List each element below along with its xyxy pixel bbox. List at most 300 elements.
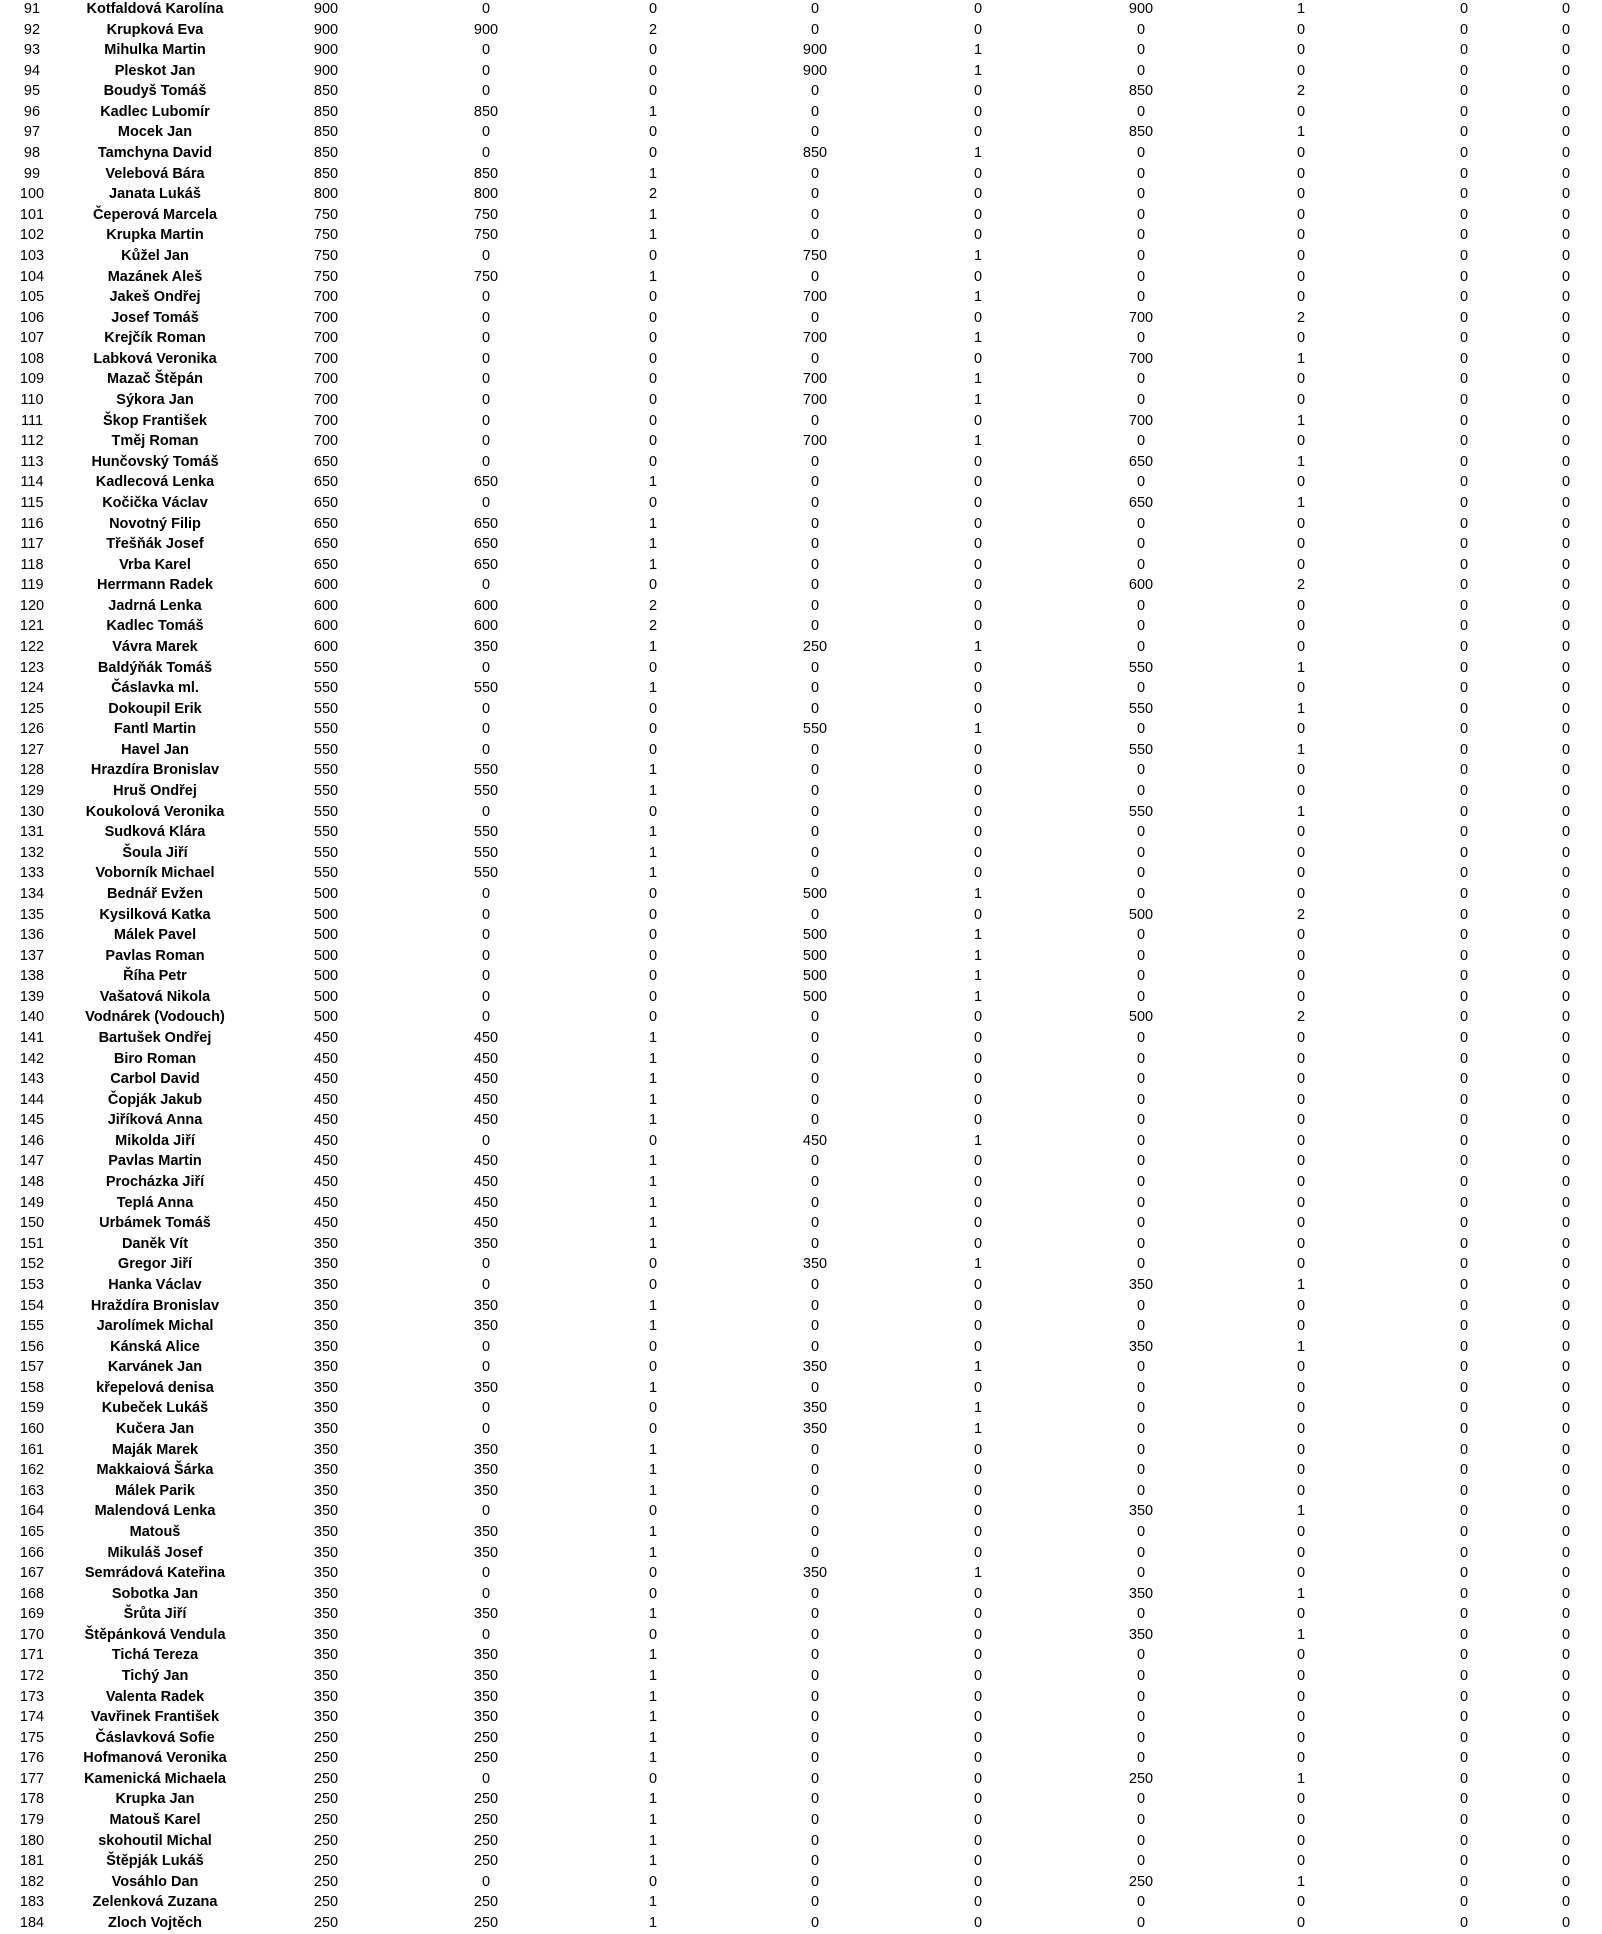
name-cell: Josef Tomáš	[111, 309, 199, 326]
points-col-1-cell: 0	[481, 350, 491, 367]
points-col-3-cell: 0	[1136, 1441, 1146, 1458]
table-row	[0, 1419, 1602, 1440]
table-row	[0, 61, 1602, 82]
table-row	[0, 1687, 1602, 1708]
count-col-2-cell: 0	[973, 1338, 983, 1355]
count-col-3-cell: 0	[1296, 947, 1306, 964]
total-points-cell: 750	[313, 206, 339, 223]
points-col-2-cell: 0	[810, 494, 820, 511]
count-col-2-cell: 0	[973, 577, 983, 594]
count-col-1-cell: 0	[648, 577, 658, 594]
rank-cell: 140	[19, 1009, 45, 1026]
rank-cell: 118	[20, 556, 44, 573]
points-col-2-cell: 0	[810, 1, 820, 17]
points-col-1-cell: 0	[481, 1276, 491, 1293]
points-col-2-cell: 0	[810, 1009, 820, 1026]
points-col-2-cell: 0	[810, 1379, 820, 1396]
points-col-2-cell: 0	[810, 741, 820, 758]
name-cell: Vodnárek (Vodouch)	[85, 1009, 225, 1026]
extra-col-1-cell: 0	[1459, 1, 1469, 17]
count-col-3-cell: 0	[1296, 247, 1306, 264]
rank-cell: 105	[19, 289, 45, 306]
extra-col-2-cell: 0	[1562, 83, 1571, 100]
extra-col-1-cell: 0	[1459, 453, 1469, 470]
points-col-2-cell: 0	[810, 659, 820, 676]
count-col-1-cell: 1	[648, 1462, 658, 1479]
name-cell: Daněk Vít	[121, 1235, 189, 1252]
total-points-cell: 600	[313, 638, 339, 655]
name-cell: Krupka Jan	[115, 1791, 195, 1808]
rank-cell: 101	[19, 206, 45, 223]
count-col-2-cell: 1	[973, 721, 983, 738]
points-col-2-cell: 0	[810, 1112, 820, 1129]
extra-col-1-cell: 0	[1459, 1400, 1469, 1417]
points-col-2-cell: 750	[802, 247, 828, 264]
rank-cell: 128	[19, 762, 45, 779]
rank-cell: 115	[20, 494, 44, 511]
table-row	[0, 0, 1602, 20]
count-col-3-cell: 0	[1296, 927, 1306, 944]
name-cell: Štěpják Lukáš	[106, 1853, 204, 1870]
points-col-1-cell: 450	[473, 1050, 499, 1067]
points-col-3-cell: 0	[1136, 145, 1146, 162]
points-col-3-cell: 250	[1128, 1770, 1154, 1787]
points-col-1-cell: 650	[473, 536, 499, 553]
points-col-2-cell: 500	[802, 927, 828, 944]
extra-col-1-cell: 0	[1459, 474, 1469, 491]
table-row	[0, 1028, 1602, 1049]
table-row	[0, 1357, 1602, 1378]
table-row	[0, 1892, 1602, 1913]
table-row	[0, 1440, 1602, 1461]
points-col-3-cell: 0	[1136, 1709, 1146, 1726]
points-col-1-cell: 0	[481, 1421, 491, 1438]
points-col-2-cell: 0	[810, 1235, 820, 1252]
count-col-2-cell: 0	[973, 865, 983, 882]
count-col-2-cell: 0	[973, 186, 983, 203]
extra-col-2-cell: 0	[1562, 186, 1571, 203]
extra-col-1-cell: 0	[1459, 1009, 1469, 1026]
points-col-1-cell: 600	[473, 597, 499, 614]
count-col-3-cell: 0	[1296, 1667, 1306, 1684]
extra-col-1-cell: 0	[1459, 268, 1469, 285]
count-col-1-cell: 1	[648, 1914, 658, 1931]
name-cell: Pavlas Roman	[105, 947, 205, 964]
table-row	[0, 1172, 1602, 1193]
extra-col-2-cell: 0	[1562, 1523, 1571, 1540]
points-col-3-cell: 0	[1136, 1812, 1146, 1829]
table-row	[0, 1131, 1602, 1152]
points-col-2-cell: 350	[802, 1421, 828, 1438]
total-points-cell: 900	[313, 21, 339, 38]
extra-col-2-cell: 0	[1562, 1297, 1571, 1314]
points-col-1-cell: 450	[473, 1030, 499, 1046]
table-row	[0, 1625, 1602, 1646]
points-col-3-cell: 0	[1136, 1523, 1146, 1540]
extra-col-2-cell: 0	[1562, 1441, 1571, 1458]
extra-col-2-cell: 0	[1562, 1462, 1571, 1479]
name-cell: Procházka Jiří	[105, 1174, 205, 1191]
rank-cell: 122	[19, 638, 45, 655]
name-cell: Mihulka Martin	[104, 42, 206, 59]
points-col-2-cell: 0	[810, 1812, 820, 1829]
table-row	[0, 1296, 1602, 1317]
count-col-1-cell: 1	[648, 1544, 658, 1561]
table-row	[0, 102, 1602, 123]
extra-col-1-cell: 0	[1459, 1585, 1469, 1602]
name-cell: Tichý Jan	[121, 1667, 189, 1684]
extra-col-2-cell: 0	[1562, 1667, 1571, 1684]
points-col-3-cell: 0	[1136, 206, 1146, 223]
points-col-3-cell: 0	[1136, 1050, 1146, 1067]
total-points-cell: 450	[313, 1174, 339, 1191]
total-points-cell: 700	[313, 289, 339, 306]
points-col-3-cell: 0	[1136, 1297, 1146, 1314]
extra-col-2-cell: 0	[1562, 618, 1571, 635]
total-points-cell: 250	[313, 1791, 339, 1808]
rank-cell: 99	[23, 165, 41, 182]
points-col-2-cell: 0	[810, 1709, 820, 1726]
table-row	[0, 1666, 1602, 1687]
points-col-2-cell: 0	[810, 824, 820, 841]
count-col-2-cell: 0	[973, 824, 983, 841]
rank-cell: 154	[19, 1297, 45, 1314]
points-col-2-cell: 850	[802, 145, 828, 162]
extra-col-1-cell: 0	[1459, 1132, 1469, 1149]
points-col-3-cell: 0	[1136, 1894, 1146, 1911]
rank-cell: 142	[19, 1050, 45, 1067]
name-cell: Šrůta Jiří	[123, 1606, 187, 1623]
total-points-cell: 350	[313, 1359, 339, 1376]
count-col-1-cell: 1	[648, 844, 658, 861]
total-points-cell: 550	[313, 741, 339, 758]
name-cell: Čáslavka ml.	[111, 680, 199, 697]
table-row	[0, 1522, 1602, 1543]
count-col-3-cell: 0	[1296, 1606, 1306, 1623]
points-col-2-cell: 350	[802, 1565, 828, 1582]
points-col-1-cell: 0	[481, 247, 491, 264]
points-col-3-cell: 700	[1128, 350, 1154, 367]
extra-col-1-cell: 0	[1459, 350, 1469, 367]
count-col-2-cell: 0	[973, 536, 983, 553]
extra-col-1-cell: 0	[1459, 1812, 1469, 1829]
rank-cell: 166	[19, 1544, 45, 1561]
count-col-3-cell: 0	[1296, 1194, 1306, 1211]
points-col-1-cell: 0	[481, 309, 491, 326]
total-points-cell: 850	[313, 165, 339, 182]
count-col-2-cell: 0	[973, 515, 983, 532]
points-col-2-cell: 0	[810, 227, 820, 244]
count-col-1-cell: 1	[648, 515, 658, 532]
points-col-2-cell: 0	[810, 1853, 820, 1870]
count-col-2-cell: 0	[973, 906, 983, 923]
points-col-2-cell: 0	[810, 309, 820, 326]
total-points-cell: 550	[313, 680, 339, 697]
extra-col-2-cell: 0	[1562, 1503, 1571, 1520]
extra-col-2-cell: 0	[1562, 165, 1571, 182]
points-col-3-cell: 0	[1136, 1235, 1146, 1252]
extra-col-2-cell: 0	[1562, 783, 1571, 800]
name-cell: Jiříková Anna	[107, 1112, 203, 1129]
points-col-3-cell: 0	[1136, 1791, 1146, 1808]
extra-col-1-cell: 0	[1459, 824, 1469, 841]
total-points-cell: 350	[313, 1235, 339, 1252]
points-col-3-cell: 0	[1136, 1647, 1146, 1664]
points-col-1-cell: 450	[473, 1215, 499, 1232]
count-col-1-cell: 0	[648, 62, 658, 79]
name-cell: Zloch Vojtěch	[108, 1914, 202, 1931]
rank-cell: 134	[19, 885, 45, 902]
count-col-2-cell: 1	[973, 247, 983, 264]
extra-col-1-cell: 0	[1459, 1688, 1469, 1705]
count-col-2-cell: 0	[973, 618, 983, 635]
count-col-2-cell: 0	[973, 680, 983, 697]
total-points-cell: 750	[313, 268, 339, 285]
extra-col-1-cell: 0	[1459, 906, 1469, 923]
extra-col-2-cell: 0	[1562, 247, 1571, 264]
extra-col-1-cell: 0	[1459, 741, 1469, 758]
points-col-1-cell: 0	[481, 803, 491, 820]
table-row	[0, 863, 1602, 884]
points-col-2-cell: 0	[810, 556, 820, 573]
count-col-2-cell: 0	[973, 206, 983, 223]
count-col-1-cell: 0	[648, 330, 658, 347]
total-points-cell: 700	[313, 392, 339, 409]
extra-col-2-cell: 0	[1562, 1359, 1571, 1376]
total-points-cell: 700	[313, 412, 339, 429]
extra-col-2-cell: 0	[1562, 412, 1571, 429]
total-points-cell: 250	[313, 1750, 339, 1767]
extra-col-1-cell: 0	[1459, 145, 1469, 162]
points-col-2-cell: 0	[810, 906, 820, 923]
points-col-1-cell: 0	[481, 1565, 491, 1582]
extra-col-2-cell: 0	[1562, 515, 1571, 532]
extra-col-1-cell: 0	[1459, 803, 1469, 820]
name-cell: Kadlecová Lenka	[95, 474, 215, 491]
extra-col-2-cell: 0	[1562, 350, 1571, 367]
points-col-3-cell: 0	[1136, 1832, 1146, 1849]
rank-cell: 107	[19, 330, 45, 347]
rank-cell: 169	[19, 1606, 45, 1623]
table-row	[0, 1398, 1602, 1419]
total-points-cell: 650	[313, 494, 339, 511]
count-col-1-cell: 0	[648, 350, 658, 367]
count-col-3-cell: 0	[1296, 783, 1306, 800]
count-col-2-cell: 1	[973, 1421, 983, 1438]
points-col-3-cell: 0	[1136, 1914, 1146, 1931]
count-col-1-cell: 1	[648, 865, 658, 882]
total-points-cell: 850	[313, 124, 339, 141]
points-col-2-cell: 0	[810, 83, 820, 100]
extra-col-2-cell: 0	[1562, 289, 1571, 306]
points-col-1-cell: 450	[473, 1091, 499, 1108]
extra-col-1-cell: 0	[1459, 1503, 1469, 1520]
name-cell: Sobotka Jan	[111, 1585, 199, 1602]
count-col-1-cell: 0	[648, 659, 658, 676]
points-col-1-cell: 0	[481, 433, 491, 450]
count-col-3-cell: 0	[1296, 968, 1306, 985]
count-col-1-cell: 1	[648, 1750, 658, 1767]
points-col-2-cell: 0	[810, 1688, 820, 1705]
extra-col-2-cell: 0	[1562, 1832, 1571, 1849]
name-cell: Sýkora Jan	[116, 392, 194, 409]
extra-col-2-cell: 0	[1562, 1791, 1571, 1808]
count-col-1-cell: 1	[648, 638, 658, 655]
rank-cell: 110	[20, 392, 44, 409]
count-col-1-cell: 0	[648, 721, 658, 738]
total-points-cell: 500	[313, 885, 339, 902]
count-col-2-cell: 0	[973, 1523, 983, 1540]
extra-col-2-cell: 0	[1562, 453, 1571, 470]
points-col-2-cell: 0	[810, 577, 820, 594]
count-col-3-cell: 0	[1296, 1112, 1306, 1129]
rank-cell: 178	[19, 1791, 45, 1808]
extra-col-2-cell: 0	[1562, 1379, 1571, 1396]
points-col-3-cell: 0	[1136, 1750, 1146, 1767]
rank-cell: 102	[19, 227, 45, 244]
table-row	[0, 1481, 1602, 1502]
count-col-2-cell: 0	[973, 1667, 983, 1684]
extra-col-1-cell: 0	[1459, 309, 1469, 326]
points-col-3-cell: 0	[1136, 1153, 1146, 1170]
count-col-3-cell: 0	[1296, 1914, 1306, 1931]
total-points-cell: 550	[313, 721, 339, 738]
total-points-cell: 750	[313, 227, 339, 244]
extra-col-2-cell: 0	[1562, 474, 1571, 491]
rank-cell: 116	[20, 515, 44, 532]
extra-col-2-cell: 0	[1562, 1071, 1571, 1088]
points-col-3-cell: 550	[1128, 659, 1154, 676]
points-col-2-cell: 0	[810, 1276, 820, 1293]
count-col-1-cell: 1	[648, 1050, 658, 1067]
total-points-cell: 350	[313, 1585, 339, 1602]
total-points-cell: 850	[313, 103, 339, 120]
table-row	[0, 349, 1602, 370]
extra-col-1-cell: 0	[1459, 1667, 1469, 1684]
points-col-2-cell: 0	[810, 1153, 820, 1170]
total-points-cell: 700	[313, 330, 339, 347]
name-cell: Vávra Marek	[112, 638, 198, 655]
points-col-3-cell: 350	[1128, 1585, 1154, 1602]
table-row	[0, 946, 1602, 967]
count-col-3-cell: 1	[1296, 124, 1306, 141]
extra-col-1-cell: 0	[1459, 783, 1469, 800]
extra-col-1-cell: 0	[1459, 1215, 1469, 1232]
points-col-3-cell: 0	[1136, 865, 1146, 882]
points-col-3-cell: 600	[1128, 577, 1154, 594]
points-col-1-cell: 350	[473, 1667, 499, 1684]
count-col-3-cell: 0	[1296, 1256, 1306, 1273]
points-col-2-cell: 0	[810, 536, 820, 553]
rank-cell: 172	[19, 1667, 45, 1684]
count-col-3-cell: 0	[1296, 186, 1306, 203]
name-cell: Mazánek Aleš	[107, 268, 203, 285]
points-col-3-cell: 0	[1136, 103, 1146, 120]
points-col-2-cell: 700	[802, 371, 828, 388]
points-col-1-cell: 0	[481, 1338, 491, 1355]
extra-col-2-cell: 0	[1562, 1030, 1571, 1046]
count-col-1-cell: 0	[648, 1873, 658, 1890]
count-col-2-cell: 1	[973, 42, 983, 59]
rank-cell: 167	[19, 1565, 45, 1582]
table-row	[0, 1913, 1602, 1934]
count-col-1-cell: 0	[648, 947, 658, 964]
points-col-1-cell: 0	[481, 412, 491, 429]
points-col-1-cell: 0	[481, 988, 491, 1005]
count-col-1-cell: 0	[648, 453, 658, 470]
count-col-3-cell: 0	[1296, 21, 1306, 38]
count-col-1-cell: 1	[648, 1688, 658, 1705]
name-cell: Malendová Lenka	[94, 1503, 216, 1520]
rank-cell: 152	[19, 1256, 45, 1273]
count-col-1-cell: 1	[648, 1153, 658, 1170]
name-cell: Jadrná Lenka	[108, 597, 202, 614]
extra-col-1-cell: 0	[1459, 1441, 1469, 1458]
count-col-2-cell: 0	[973, 1585, 983, 1602]
rank-cell: 124	[19, 680, 45, 697]
count-col-3-cell: 0	[1296, 103, 1306, 120]
points-col-1-cell: 0	[481, 392, 491, 409]
name-cell: Třešňák Josef	[106, 536, 204, 553]
count-col-2-cell: 1	[973, 927, 983, 944]
name-cell: Hrazdíra Bronislav	[90, 762, 220, 779]
points-col-2-cell: 0	[810, 1523, 820, 1540]
points-col-1-cell: 0	[481, 1585, 491, 1602]
table-row	[0, 1645, 1602, 1666]
count-col-2-cell: 0	[973, 1503, 983, 1520]
count-col-1-cell: 1	[648, 1832, 658, 1849]
points-col-3-cell: 850	[1128, 83, 1154, 100]
count-col-3-cell: 1	[1296, 494, 1306, 511]
points-col-3-cell: 500	[1128, 1009, 1154, 1026]
count-col-3-cell: 0	[1296, 865, 1306, 882]
count-col-2-cell: 0	[973, 1318, 983, 1335]
points-col-2-cell: 250	[802, 638, 828, 655]
table-row	[0, 1007, 1602, 1028]
extra-col-1-cell: 0	[1459, 165, 1469, 182]
table-row	[0, 1872, 1602, 1893]
name-cell: Tměj Roman	[111, 433, 199, 450]
extra-col-2-cell: 0	[1562, 330, 1571, 347]
total-points-cell: 350	[313, 1379, 339, 1396]
name-cell: Málek Pavel	[113, 927, 197, 944]
count-col-1-cell: 1	[648, 1647, 658, 1664]
count-col-1-cell: 0	[648, 1421, 658, 1438]
points-col-1-cell: 250	[473, 1750, 499, 1767]
count-col-1-cell: 1	[648, 1523, 658, 1540]
points-col-1-cell: 250	[473, 1853, 499, 1870]
points-col-1-cell: 0	[481, 741, 491, 758]
count-col-2-cell: 0	[973, 783, 983, 800]
points-col-2-cell: 0	[810, 865, 820, 882]
points-col-3-cell: 250	[1128, 1873, 1154, 1890]
table-row	[0, 205, 1602, 226]
name-cell: Carbol David	[110, 1071, 200, 1088]
total-points-cell: 450	[313, 1091, 339, 1108]
count-col-3-cell: 1	[1296, 803, 1306, 820]
table-row	[0, 1090, 1602, 1111]
points-col-2-cell: 500	[802, 947, 828, 964]
count-col-3-cell: 0	[1296, 1153, 1306, 1170]
points-col-1-cell: 0	[481, 577, 491, 594]
count-col-2-cell: 0	[973, 762, 983, 779]
total-points-cell: 250	[313, 1770, 339, 1787]
count-col-3-cell: 0	[1296, 515, 1306, 532]
name-cell: Mikolda Jiří	[115, 1132, 195, 1149]
points-col-3-cell: 0	[1136, 1318, 1146, 1335]
total-points-cell: 700	[313, 433, 339, 450]
total-points-cell: 550	[313, 783, 339, 800]
